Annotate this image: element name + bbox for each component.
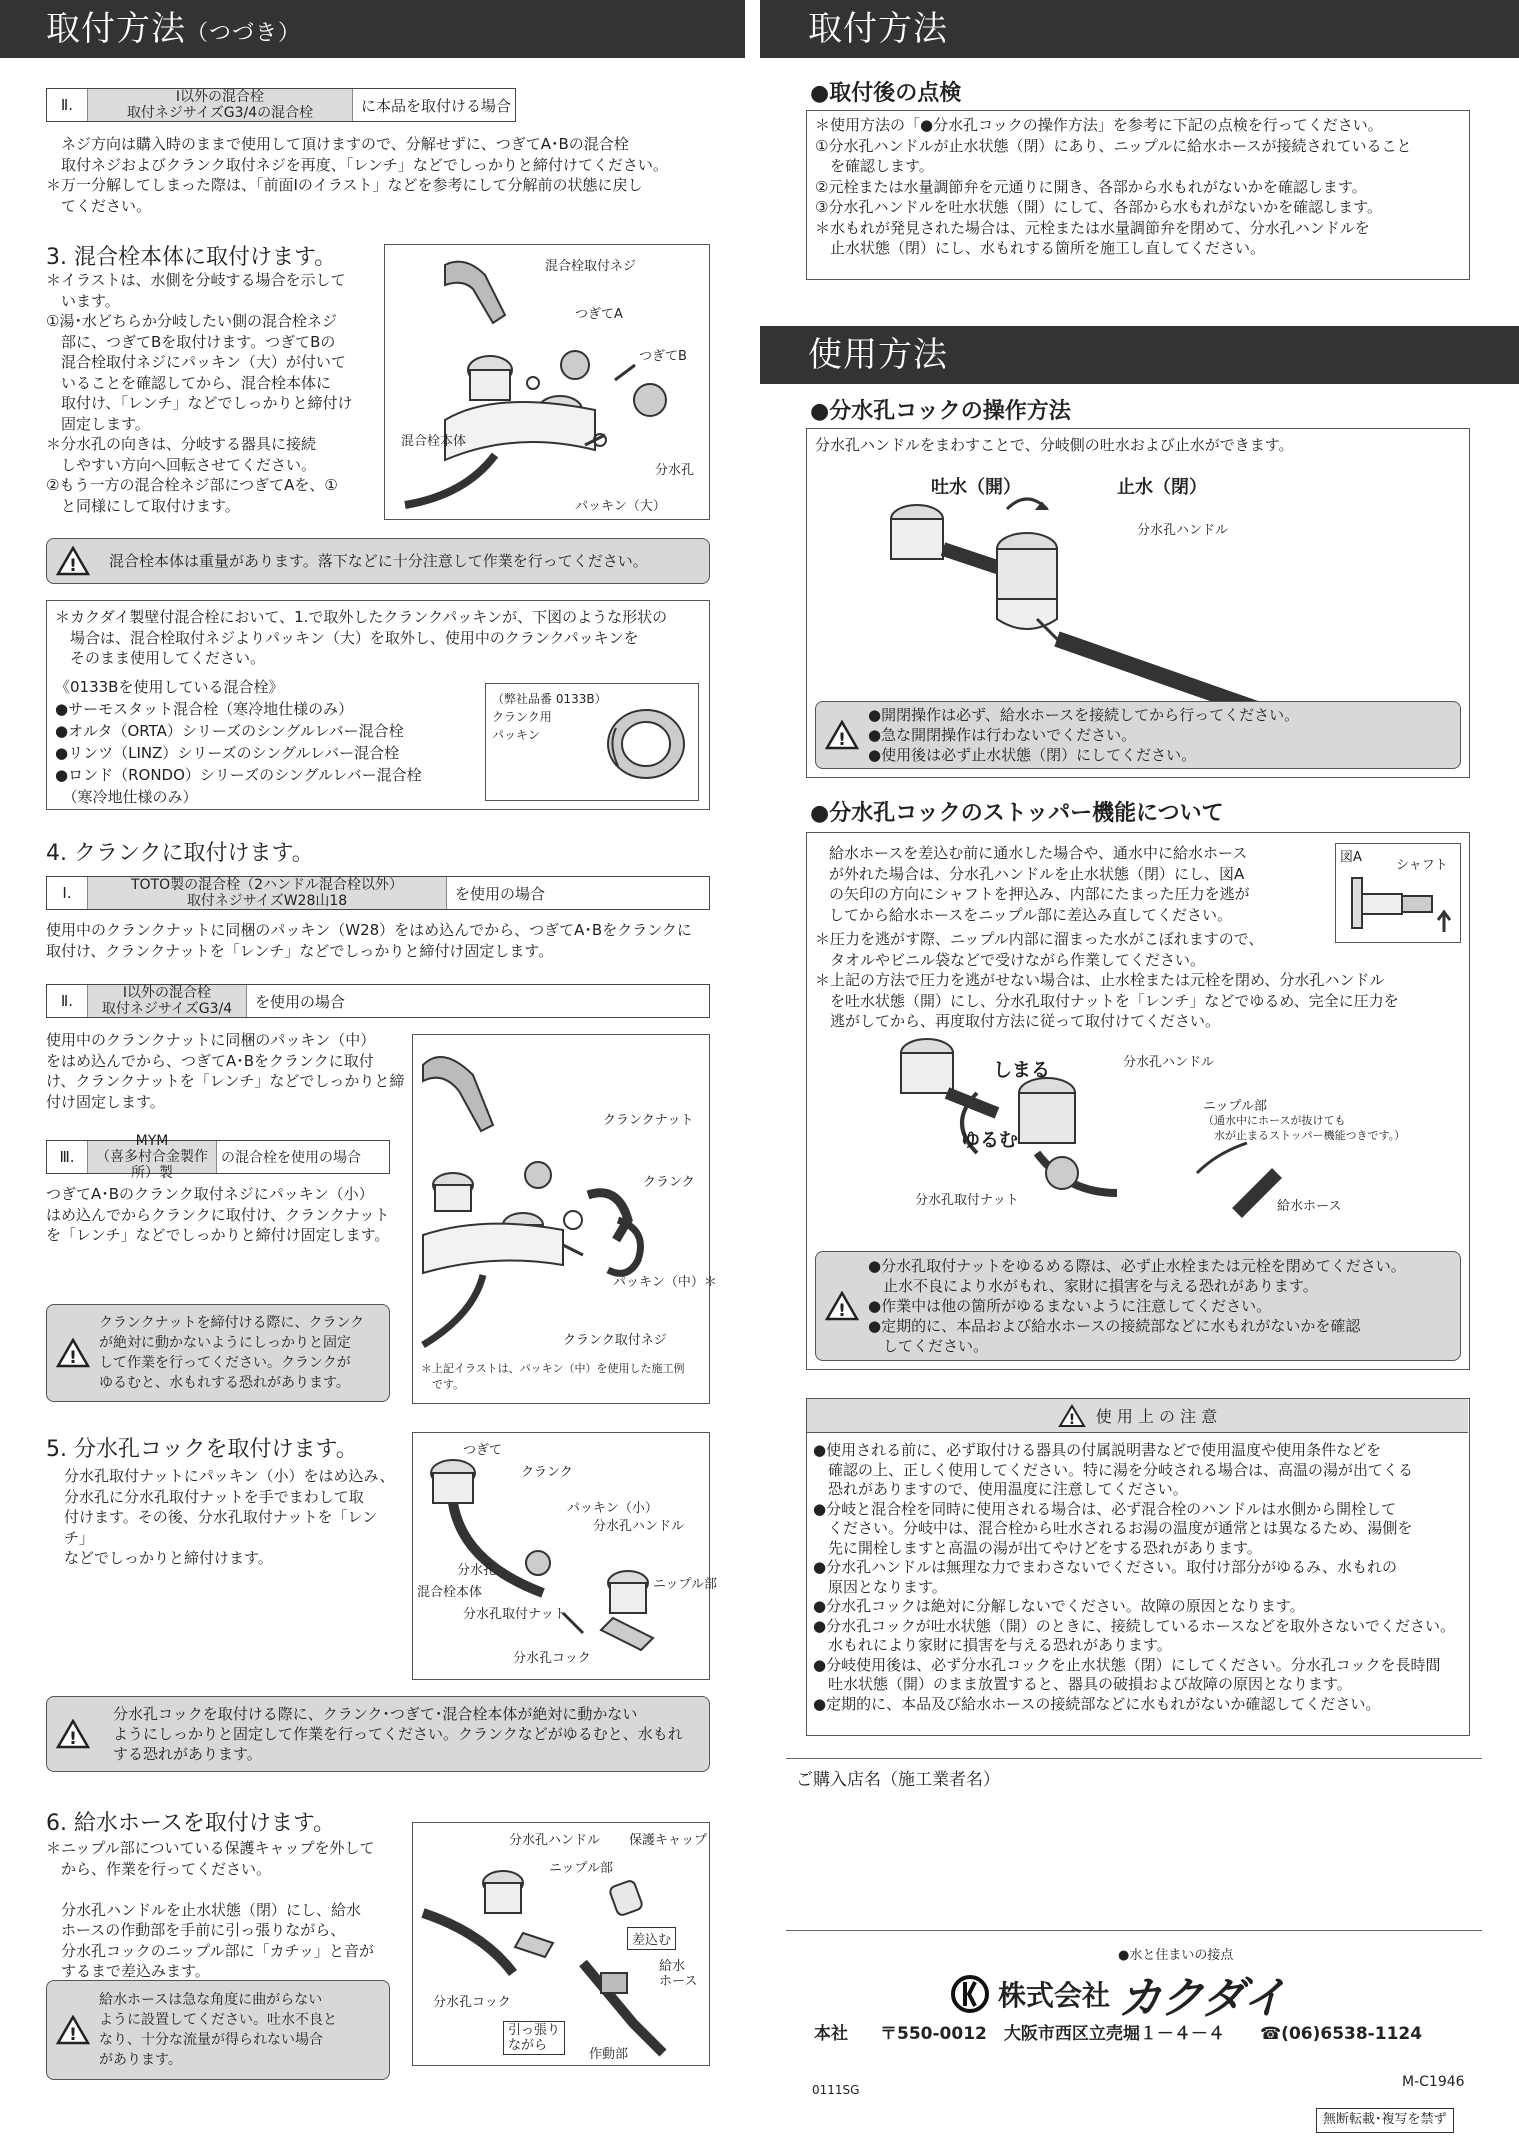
figure-a-drawing (1344, 868, 1454, 938)
step4-warning (46, 1304, 390, 1402)
shop-divider (786, 1758, 1482, 1759)
stopper-label-nipple: ニップル部 (1203, 1099, 1267, 1114)
svg-text:!: ! (838, 730, 846, 750)
op-label-close: 止水（閉） (1117, 477, 1207, 498)
stopper-warning (815, 1251, 1461, 1361)
sec2-label (87, 89, 353, 121)
op-box (806, 428, 1470, 778)
step5-warning-text: 分水孔コックを取付ける際に、クランク･つぎて･混合栓本体が絶対に動かない ようにしっかりと固定して作業を行ってください。クランクなどがゆるむと、水もれ する恐れがあります。 (113, 1705, 683, 1763)
kakudai-logo-icon (950, 1974, 990, 2014)
shop-label: ご購入店名（施工業者名） (796, 1770, 1000, 1790)
op-label-open: 吐水（開） (931, 477, 1021, 498)
step4-tag-1 (46, 876, 710, 910)
step4-tag-3-num: Ⅲ. (59, 1148, 75, 1166)
step4-tag-1-line2: 取付ネジサイズW28山18 (186, 893, 348, 909)
address-label: 本社 (814, 2024, 848, 2044)
right-header-install (760, 0, 1519, 58)
note-item-0: ●サーモスタット混合栓（寒冷地仕様のみ） (55, 700, 354, 718)
note-list-title: 《0133Bを使用している混合栓》 (55, 678, 284, 696)
model-code: M-C1946 (1402, 2074, 1465, 2090)
step4-label-0: クランクナット (603, 1113, 694, 1128)
step5-label-1: クランク (521, 1465, 573, 1480)
stopper-body-2: ＊圧力を逃がす際、ニップル内部に溜まった水がこぼれますので、 タオルやビニル袋などで受けながら作業してください。 ＊上記の方法で圧力を逃がせない場合は、止水栓または元栓を閉め、分水孔ハンドル を吐水状態（開）にし、分水孔取付ナットを「レンチ」などでゆるめ、完全に圧力を 逃がしてから、再度取付方法に従って取付けてください。 (815, 930, 1399, 1030)
company-kabushiki: 株式会社 (998, 1979, 1111, 2012)
sec2-tag (46, 88, 516, 122)
op-warning-text: ●開閉操作は必ず、給水ホースを接続してから行ってください。 ●急な開閉操作は行わないでください。 ●使用後は必ず止水状態（閉）にしてください。 (868, 706, 1300, 764)
step3-label-5: パッキン（大） (575, 499, 666, 514)
op-body: 分水孔ハンドルをまわすことで、分岐側の吐水および止水ができます。 (815, 436, 1294, 454)
step4-label-1: クランク (643, 1175, 695, 1190)
op-warning (815, 701, 1461, 769)
note-body: ＊カクダイ製壁付混合栓において、1.で取外したクランクパッキンが、下図のような形状の 場合は、混合栓取付ネジよりパッキン（大）を取外し、使用中のクランクパッキンを そのまま使用してください。 (55, 608, 668, 667)
shop-bottom-divider (786, 1930, 1482, 1931)
packing-part-figure (485, 683, 699, 801)
company-brand: カクダイ (1118, 1973, 1285, 2024)
step4-title: 4. クランクに取付けます。 (46, 841, 314, 866)
left-header (0, 0, 745, 58)
step6-label-0: 分水孔ハンドル (509, 1833, 601, 1848)
left-header-title: 取付方法 (46, 9, 186, 49)
right-header-install-title: 取付方法 (808, 9, 948, 49)
step3-label-2: つぎてB (639, 349, 687, 364)
note-item-1: ●オルタ（ORTA）シリーズのシングルレバー混合栓 (55, 722, 404, 740)
step4-tag-1-tail: を使用の場合 (455, 884, 546, 903)
stopper-body: 給水ホースを差込む前に通水した場合や、通水中に給水ホース が外れた場合は、分水孔ハンドルを止水状態（閉）にし、図A の矢印の方向にシャフトを押込み、内部にたまった圧力を逃が してから給水ホースをニップル部に差込み直してください。 (829, 844, 1250, 924)
step3-title: 3. 混合栓本体に取付けます。 (46, 245, 337, 270)
caution-body: ●使用される前に、必ず取付ける器具の付属説明書などで使用温度や使用条件などを 確認の上、正しく使用してください。特に湯を分岐される場合は、高温の湯が出てくる 恐れがありますので、使用温度に注意してください。 ●分岐と混合栓を同時に使用される場合は、必ず混合栓のハンドルは水側から開栓して ください。分岐中は、混合栓から吐水されるお湯の温度が通常とは異なるため、湯側を 先に開栓しますと高温の湯が出てやけどをする恐れがあります。 ●分水孔ハンドルは無理な力でまわさないでください。取付け部分がゆるみ、水もれの 原因となります。 ●分水孔コックは絶対に分解しないでください。故障の原因となります。 ●分水孔コックが吐水状態（開）のときに、接続しているホースなどを取外さないでください。 水もれにより家財に損害を与える恐れがあります。 ●分岐使用後は、必ず分水孔コックを止水状態（閉）にしてください。分水孔コックを長時間 吐水状態（開）のまま放置すると、器具の破損および故障の原因となります。 ●定期的に、本品及び給水ホースの接続部などに水もれがないか確認してください。 (813, 1441, 1456, 1713)
address: 〒550-0012 大阪市西区立売堀１－４－４ (880, 2024, 1225, 2044)
step4-tag-3 (46, 1133, 390, 1181)
doc-code: 0111SG (812, 2083, 860, 2097)
caution-warning-icon (1058, 1404, 1086, 1428)
check-box (806, 110, 1470, 280)
step4-tag-3-line2: （喜多村合金製作所）製 (96, 1149, 208, 1181)
copyright: 無断転載･複写を禁ず (1316, 2108, 1454, 2133)
step5-label-5: 分水孔 (457, 1563, 497, 1578)
step5-label-6: 混合栓本体 (417, 1585, 483, 1600)
step5-label-4: ニップル部 (653, 1577, 717, 1592)
step6-label-1: 保護キャップ (629, 1833, 708, 1848)
caution-box (806, 1398, 1470, 1736)
figure-a-shaft: シャフト (1396, 858, 1448, 873)
warning-icon (47, 1719, 99, 1749)
step6-label-4: 給水 ホース (659, 1959, 698, 1989)
svg-text:!: ! (69, 1348, 77, 1368)
step4-illus-note: ＊上記イラストは、パッキン（中）を使用した施工例 です。 (421, 1362, 685, 1391)
stopper-box (806, 832, 1470, 1370)
step4-tag-2-tail: を使用の場合 (255, 992, 346, 1011)
step4-t3-body: つぎてA･Bのクランク取付ネジにパッキン（小） はめ込んでからクランクに取付け、クランクナット を「レンチ」などでしっかりと締付け固定します。 (46, 1185, 390, 1244)
note-item-2: ●リンツ（LINZ）シリーズのシングルレバー混合栓 (55, 744, 400, 762)
warning-icon (47, 546, 99, 576)
sec2-body: ネジ方向は購入時のままで使用して頂けますので、分解せずに、つぎてA･Bの混合栓 取付ネジおよびクランク取付ネジを再度、「レンチ」などでしっかりと締付けてください。 ＊万一分解してしまった際は、「前面Ⅰのイラスト」などを参考にして分解前の状態に戻し てください。 (46, 135, 668, 215)
stopper-title: ●分水孔コックのストッパー機能について (810, 801, 1224, 826)
svg-text:!: ! (69, 2025, 77, 2045)
step3-label-0: 混合栓取付ネジ (545, 259, 637, 274)
step4-t1-body: 使用中のクランクナットに同梱のパッキン（W28）をはめ込んでから、つぎてA･Bをクランクに 取付け、クランクナットを「レンチ」などでしっかりと締付け固定します。 (46, 921, 692, 960)
company-tagline: ●水と住まいの接点 (1118, 1948, 1234, 1963)
right-header-usage-title: 使用方法 (808, 335, 948, 375)
stopper-label-hose: 給水ホース (1277, 1199, 1342, 1214)
company-logo (950, 1962, 1284, 2026)
step4-tag-1-line1: TOTO製の混合栓（2ハンドル混合栓以外） (130, 877, 404, 893)
warning-icon (816, 720, 868, 750)
crank-packing-note (46, 600, 710, 810)
step3-illustration (384, 244, 710, 520)
check-body: ＊使用方法の「●分水孔コックの操作方法」を参考に下記の点検を行ってください。 ①分水孔ハンドルが止水状態（閉）にあり、ニップルに給水ホースが接続されていること を確認します。 ②元栓または水量調節弁を元通りに開き、各部から水もれがないかを確認します。 ③分水孔ハンドルを吐水状態（開）にして、各部から水もれがないかを確認します。 ＊水もれが発見された場合は、元栓または水量調節弁を閉めて、分水孔ハンドルを 止水状態（閉）にし、水もれする箇所を施工し直してください。 (815, 116, 1412, 257)
step6-label-3: 差込む (627, 1927, 676, 1950)
step6-warning-text: 給水ホースは急な角度に曲がらない ように設置してください。吐水不良と なり、十分な流量が得られない場合 があります。 (99, 1992, 337, 2068)
stopper-label-loosen: ゆるむ (961, 1129, 1019, 1151)
warning-icon (47, 2015, 99, 2045)
figure-a-label: 図A (1340, 850, 1362, 865)
step5-label-3: 分水孔ハンドル (593, 1519, 685, 1534)
step4-tag-2 (46, 984, 710, 1018)
step4-tag-3-label (87, 1133, 217, 1181)
step4-tag-2-label (87, 985, 247, 1017)
step5-label-8: 分水孔コック (513, 1651, 591, 1666)
op-cock-drawing (877, 469, 1417, 739)
step3-label-4: 分水孔 (655, 463, 695, 478)
step4-illustration (412, 1034, 717, 1404)
stopper-warning-text: ●分水孔取付ナットをゆるめる際は、必ず止水栓または元栓を閉めてください。 止水不良により水がもれ、家財に損害を与える恐れがあります。 ●作業中は他の箇所がゆるまないように注意してください。 ●定期的に、本品および給水ホースの接続部などに水もれがないかを確認 してください。 (868, 1257, 1406, 1355)
step4-label-2: パッキン（中）＊ (613, 1275, 717, 1290)
step6-body: ＊ニップル部についている保護キャップを外して から、作業を行ってください。 分水孔ハンドルを止水状態（閉）にし、給水 ホースの作動部を手前に引っ張りながら、 分水孔コックのニップル部に「カチッ」と音が するまで差込みます。 (46, 1839, 375, 1980)
packing-part-label: （弊社品番 0133B） クランク用 パッキン (492, 692, 607, 742)
step4-label-3: クランク取付ネジ (563, 1333, 667, 1348)
sec2-num: Ⅱ. (60, 96, 74, 114)
step4-tag-1-label (87, 877, 447, 909)
warning-icon (816, 1291, 868, 1321)
step3-warning-text: 混合栓本体は重量があります。落下などに十分注意して作業を行ってください。 (109, 552, 648, 570)
op-title: ●分水孔コックの操作方法 (810, 399, 1071, 424)
step5-label-2: パッキン（小） (567, 1501, 658, 1516)
stopper-label-tighten: しまる (993, 1059, 1051, 1081)
step6-label-2: ニップル部 (549, 1861, 613, 1876)
step5-title: 5. 分水孔コックを取付けます。 (46, 1437, 358, 1462)
step5-body: 分水孔取付ナットにパッキン（小）をはめ込み、 分水孔に分水孔取付ナットを手でまわして取 付けます。その後、分水孔取付ナットを「レンチ」 などでしっかりと締付けます。 (64, 1467, 395, 1567)
caution-header (807, 1399, 1468, 1433)
op-label-handle: 分水孔ハンドル (1137, 523, 1229, 538)
note-item-3: ●ロンド（RONDO）シリーズのシングルレバー混合栓 (55, 766, 422, 784)
step6-illustration (412, 1822, 710, 2066)
step5-illustration (412, 1432, 717, 1680)
note-item-4: （寒冷地仕様のみ） (55, 788, 198, 806)
step5-label-0: つぎて (463, 1443, 503, 1458)
packing-ring-drawing (596, 698, 692, 794)
sec2-tail: に本品を取付ける場合 (361, 96, 512, 115)
sec2-label-1: Ⅰ以外の混合栓 (175, 89, 265, 105)
step4-tag-3-line1: MYM (135, 1133, 169, 1149)
stopper-label-handle: 分水孔ハンドル (1123, 1055, 1215, 1070)
step6-title: 6. 給水ホースを取付けます。 (46, 1811, 336, 1836)
step4-warning-text: クランクナットを締付ける際に、クランク が絶対に動かないようにしっかりと固定 して作業を行ってください。クランクが ゆるむと、水もれする恐れがあります。 (99, 1315, 365, 1391)
step6-label-6: 引っ張り ながら (503, 2021, 565, 2055)
phone: ☎(06)6538-1124 (1260, 2024, 1423, 2044)
svg-text:!: ! (69, 1729, 77, 1749)
svg-text:!: ! (1068, 1411, 1075, 1428)
step4-tag-2-line2: 取付ネジサイズG3/4 (101, 1001, 233, 1017)
check-title: ●取付後の点検 (810, 81, 962, 106)
step6-label-5: 分水孔コック (433, 1995, 511, 2010)
step6-warning (46, 1980, 390, 2080)
right-header-usage (760, 326, 1519, 384)
step3-body: ＊イラストは、水側を分岐する場合を示して います。 ①湯･水どちらか分岐したい側の混合栓ネジ 部に、つぎてBを取付けます。つぎてBの 混合栓取付ネジにパッキン（大）が付いて いることを確認してから、混合栓本体に 取付け、「レンチ」などでしっかりと締付け 固定します。 ＊分水孔の向きは、分岐する器具に接続 しやすい方向へ回転させてください。 ②もう一方の混合栓ネジ部につぎてAを、① と同様にして取付けます。 (46, 271, 353, 515)
caution-title: 使 用 上 の 注 意 (1095, 1407, 1218, 1426)
step4-tag-1-num: Ⅰ. (62, 884, 72, 902)
step4-t2-body: 使用中のクランクナットに同梱のパッキン（中） をはめ込んでから、つぎてA･Bをクランクに取付 け、クランクナットを「レンチ」などでしっかりと締 付け固定します。 (46, 1031, 405, 1111)
stopper-label-note: （通水中にホースが抜けても 水が止まるストッパー機能つきです。） (1203, 1114, 1406, 1142)
left-header-sub: （つづき） (186, 21, 302, 46)
step3-label-1: つぎてA (575, 307, 623, 322)
step3-label-3: 混合栓本体 (401, 434, 467, 449)
step3-warning (46, 538, 710, 584)
step4-tag-3-tail: の混合栓を使用の場合 (221, 1150, 361, 1166)
step4-tag-2-num: Ⅱ. (60, 992, 74, 1010)
step5-label-7: 分水孔取付ナット (463, 1607, 567, 1622)
step5-warning (46, 1696, 710, 1772)
step6-label-7: 作動部 (589, 2047, 629, 2062)
warning-icon (47, 1338, 99, 1368)
figure-a (1335, 843, 1461, 943)
svg-text:!: ! (69, 556, 77, 576)
stopper-label-nut: 分水孔取付ナット (915, 1193, 1019, 1208)
svg-text:!: ! (838, 1301, 846, 1321)
step4-tag-2-line1: Ⅰ以外の混合栓 (122, 985, 212, 1001)
sec2-label-2: 取付ネジサイズG3/4の混合栓 (126, 105, 314, 121)
